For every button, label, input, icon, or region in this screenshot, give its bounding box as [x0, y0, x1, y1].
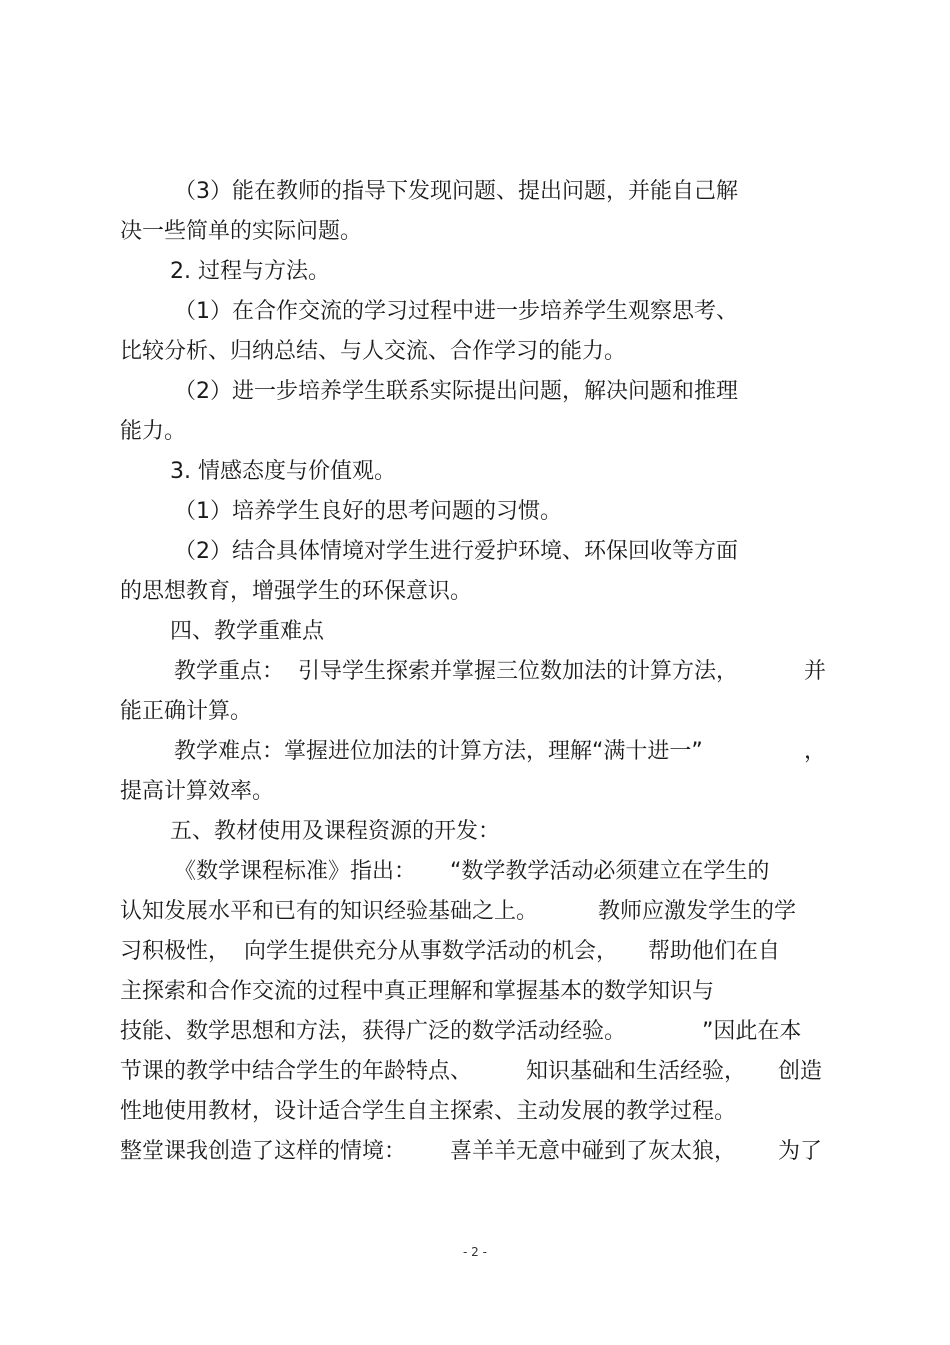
- text-segment: 节课的教学中结合学生的年龄特点、: [120, 1059, 473, 1084]
- text-segment: 2. 过程与方法。: [170, 259, 330, 284]
- text-segment: 的思想教育，增强学生的环保意识。: [120, 579, 473, 604]
- text-segment: （1）在合作交流的学习过程中进一步培养学生观察思考、: [174, 299, 738, 324]
- text-segment: 《数学课程标准》指出：: [174, 859, 417, 884]
- text-segment: 整堂课我创造了这样的情境：: [120, 1139, 407, 1164]
- text-segment: 并: [804, 659, 827, 684]
- text-segment: ”因此在本: [702, 1019, 802, 1044]
- text-segment: 引导学生探索并掌握三位数加法的计算方法，: [298, 659, 739, 684]
- text-segment: 教学重点：: [174, 659, 285, 684]
- text-segment: （1）培养学生良好的思考问题的习惯。: [174, 499, 562, 524]
- text-segment: （2）进一步培养学生联系实际提出问题，解决问题和推理: [174, 379, 738, 404]
- text-segment: 五、教材使用及课程资源的开发：: [170, 819, 501, 844]
- text-segment: “数学教学活动必须建立在学生的: [450, 859, 770, 884]
- text-segment: （3）能在教师的指导下发现问题、提出问题，并能自己解: [174, 179, 738, 204]
- text-segment: 决一些简单的实际问题。: [120, 219, 363, 244]
- text-segment: 教师应激发学生的学: [598, 899, 797, 924]
- text-segment: 3. 情感态度与价值观。: [170, 459, 396, 484]
- text-segment: 习积极性，: [120, 939, 231, 964]
- text-segment: 主探索和合作交流的过程中真正理解和掌握基本的数学知识与: [120, 979, 715, 1004]
- text-segment: 能力。: [120, 419, 187, 444]
- text-segment: 知识基础和生活经验，: [526, 1059, 747, 1084]
- text-segment: 比较分析、归纳总结、与人交流、合作学习的能力。: [120, 339, 627, 364]
- text-segment: 创造: [778, 1059, 823, 1084]
- text-segment: 性地使用教材，设计适合学生自主探索、主动发展的教学过程。: [120, 1099, 737, 1124]
- text-segment: 认知发展水平和已有的知识经验基础之上。: [120, 899, 539, 924]
- text-segment: ，: [804, 739, 827, 764]
- text-segment: 向学生提供充分从事数学活动的机会，: [244, 939, 619, 964]
- text-segment: 喜羊羊无意中碰到了灰太狼，: [450, 1139, 737, 1164]
- text-segment: 能正确计算。: [120, 699, 253, 724]
- text-segment: （2）结合具体情境对学生进行爱护环境、环保回收等方面: [174, 539, 738, 564]
- text-segment: 四、教学重难点: [170, 619, 325, 644]
- text-segment: 教学难点：掌握进位加法的计算方法，理解“满十进一”: [174, 739, 703, 764]
- text-segment: 提高计算效率。: [120, 779, 275, 804]
- text-segment: 帮助他们在自: [648, 939, 781, 964]
- page-number: - 2 -: [463, 1245, 487, 1259]
- text-segment: 技能、数学思想和方法，获得广泛的数学活动经验。: [120, 1019, 627, 1044]
- text-segment: 为了: [778, 1139, 823, 1164]
